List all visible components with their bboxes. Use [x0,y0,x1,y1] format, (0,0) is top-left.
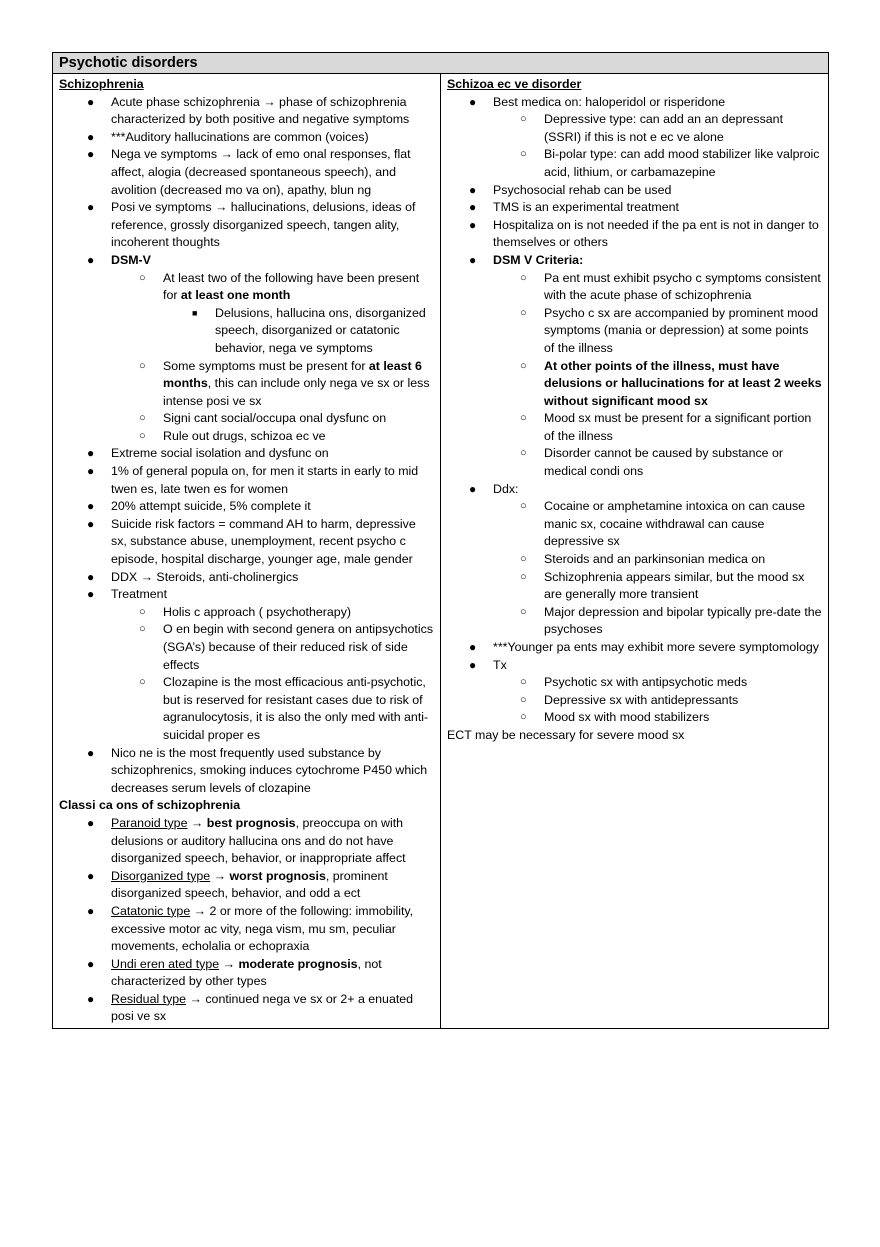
circle-bullet-icon: ○ [520,306,527,319]
bullet-icon: ● [87,956,95,971]
list-item: ○ Signi cant social/occupa onal dysfunc on [59,410,434,428]
circle-bullet-icon: ○ [520,412,527,425]
list-item: ● Treatment [59,586,434,604]
list-item: ● Disorganized type → worst prognosis, prominent disorganized speech, behavior, and odd a ect [87,868,388,901]
list-item: ○ Some symptoms must be present for at least 6 months, this can include only nega ve sx or less intense posi ve sx [139,358,430,408]
list-item: ○ Depressive type: can add an an depressant (SSRI) if this is not e ec ve alone [520,112,784,144]
bullet-icon: ● [469,640,477,654]
bullet-icon: ● [469,481,477,496]
circle-bullet-icon: ○ [520,693,527,706]
circle-bullet-icon: ○ [139,676,146,689]
circle-bullet-icon: ○ [520,447,527,460]
section-heading-schizoaffective: Schizoa ec ve disorder [447,77,582,91]
list-item: ○ Depressive sx with antidepressants [447,692,822,710]
schizoaffective-column [441,74,828,1028]
bullet-icon: ● [469,182,477,197]
schizophrenia-column [53,74,441,1028]
list-item: ○ Schizophrenia appears similar, but the mood sx are generally more transient [520,569,805,602]
bullet-icon: ● [87,446,95,461]
list-item: ● Tx [447,657,822,675]
list-item: ● Psychosocial rehab can be used [447,182,822,200]
circle-bullet-icon: ○ [139,359,146,372]
list-item: ● Residual type → continued nega ve sx or 2+ a enuated posi ve sx [87,991,414,1024]
list-item: ○ At least two of the following have been present for at least one month [139,270,420,303]
footer-note: ECT may be necessary for severe mood sx [447,727,685,742]
bullet-icon: ● [87,745,95,760]
list-item: ○ Rule out drugs, schizoa ec ve [59,428,434,446]
circle-bullet-icon: ○ [520,500,527,513]
arrow-icon: → [213,868,227,883]
notes-table [52,52,829,1029]
list-item: ○ Bi-polar type: can add mood stabilizer like valproic acid, lithium, or carbamazepine [520,147,820,179]
bullet-icon: ● [87,464,95,479]
bullet-icon: ● [87,868,95,883]
list-item: ○ Mood sx with mood stabilizers [447,709,822,727]
circle-bullet-icon: ○ [520,605,527,618]
bullet-icon: ● [87,991,95,1006]
arrow-icon: → [222,956,235,971]
arrow-icon: → [190,815,204,830]
bullet-icon: ● [87,129,95,144]
bullet-icon: ● [87,569,95,584]
list-item: ○ Cocaine or amphetamine intoxica on can cause manic sx, cocaine withdrawal can cause depressive sx [520,499,806,549]
bullet-icon: ● [87,516,95,531]
list-item: ○ Holis c approach ( psychotherapy) [59,604,434,622]
bullet-icon: ● [469,657,477,672]
bullet-icon: ● [469,94,477,109]
list-item: ■ Delusions, hallucina ons, disorganized speech, disorganized or catatonic behavior, nega ve symptoms [192,305,426,355]
list-item: ● TMS is an experimental treatment [447,199,822,217]
list-item: ● Nico ne is the most frequently used substance by schizophrenics, smoking induces cytochrome P450 which decreases serum levels of clozapine [87,745,428,795]
section-heading-schizophrenia: Schizophrenia [59,77,144,91]
bullet-icon: ● [87,147,95,162]
circle-bullet-icon: ○ [520,113,527,126]
circle-bullet-icon: ○ [139,623,146,636]
list-item: ● 20% attempt suicide, 5% complete it [59,498,434,516]
list-item: ○ Psychotic sx with antipsychotic meds [447,674,822,692]
arrow-icon: → [189,991,202,1006]
circle-bullet-icon: ○ [139,605,146,618]
circle-bullet-icon: ○ [139,412,146,425]
bullet-icon: ● [469,200,477,215]
circle-bullet-icon: ○ [520,148,527,161]
section-heading-classifications: Classi ca ons of schizophrenia [59,798,241,813]
list-item: ● Ddx: [447,481,822,499]
list-item: ● Acute phase schizophrenia → phase of schizophrenia characterized by both positive and negative symptoms [87,94,410,127]
list-item: ● Extreme social isolation and dysfunc on [59,445,434,463]
bullet-icon: ● [87,200,95,215]
list-item: ● ***Auditory hallucinations are common (voices) [59,129,434,147]
circle-bullet-icon: ○ [520,553,527,566]
square-bullet-icon: ■ [192,307,198,318]
circle-bullet-icon: ○ [520,711,527,724]
list-item: ○ Disorder cannot be caused by substance or medical condi ons [520,446,784,479]
bullet-icon: ● [87,903,95,918]
circle-bullet-icon: ○ [520,359,527,372]
list-item: ● Posi ve symptoms → hallucinations, delusions, ideas of reference, grossly disorganized speech, tangen ality, incoherent thoughts [87,200,416,250]
list-item: ● Best medica on: haloperidol or risperidone [447,94,822,112]
bullet-icon: ● [87,94,95,109]
list-item: ● Hospitaliza on is not needed if the pa ent is not in danger to themselves or others [469,217,819,250]
bullet-icon: ● [469,252,477,267]
list-item: ○ Steroids and an parkinsonian medica on [447,551,822,569]
list-item: ● Suicide risk factors = command AH to harm, depressive sx, substance abuse, unemployment, recent psycho c episode, hospital discharge, younger age, male gender [87,516,416,567]
list-item: ● 1% of general popula on, for men it starts in early to mid twen es, late twen es for women [87,464,419,496]
list-item-dsm-v: ● DSM-V [59,252,434,270]
bullet-icon: ● [469,217,477,232]
bullet-icon: ● [87,587,95,602]
page-title: Psychotic disorders [53,53,828,74]
list-item: ○ Pa ent must exhibit psycho c symptoms consistent with the acute phase of schizophrenia [520,270,821,303]
list-item: ● Catatonic type → 2 or more of the following: immobility, excessive motor ac vity, nega vism, mu sm, peculiar movements, echolalia or echopraxia [87,903,414,954]
list-item: ● Undi eren ated type → moderate prognosis, not characterized by other types [87,956,382,989]
circle-bullet-icon: ○ [520,271,527,284]
list-item: ○ Clozapine is the most efficacious anti-psychotic, but is reserved for resistant cases due to risk of agranulocytosis, it is also the only med with anti-suicidal proper es [139,675,429,742]
list-item: ● DDX → Steroids, anti-cholinergics [59,569,434,587]
bullet-icon: ● [87,815,95,830]
circle-bullet-icon: ○ [139,271,146,284]
list-item: ● Paranoid type → best prognosis, preoccupa on with delusions or auditory hallucina ons and do not have disorganized speech, behavior, or inappropriate affect [87,815,406,866]
circle-bullet-icon: ○ [520,570,527,583]
circle-bullet-icon: ○ [520,676,527,689]
list-item: ○ At other points of the illness, must have delusions or hallucinations for at least 2 weeks without significant mood sx [520,358,822,408]
list-item: ○ Mood sx must be present for a significant portion of the illness [520,411,812,443]
circle-bullet-icon: ○ [139,429,146,442]
list-item: ○ Major depression and bipolar typically pre-date the psychoses [520,604,822,637]
bullet-icon: ● [87,499,95,514]
list-item: ○ O en begin with second genera on antipsychotics (SGA’s) because of their reduced risk of side effects [139,622,434,672]
arrow-icon: → [193,903,207,918]
list-item: ○ Psycho c sx are accompanied by prominent mood symptoms (mania or depression) at some points of the illness [520,305,819,355]
list-item-dsm-v-criteria: ● DSM V Criteria: [447,252,822,270]
bullet-icon: ● [87,252,95,267]
list-item: ● ***Younger pa ents may exhibit more severe symptomology [447,639,822,657]
list-item: ● Nega ve symptoms → lack of emo onal responses, flat affect, alogia (decreased spontaneous speech), and avolition (decreased mo va on), apathy, blun ng [87,147,411,197]
